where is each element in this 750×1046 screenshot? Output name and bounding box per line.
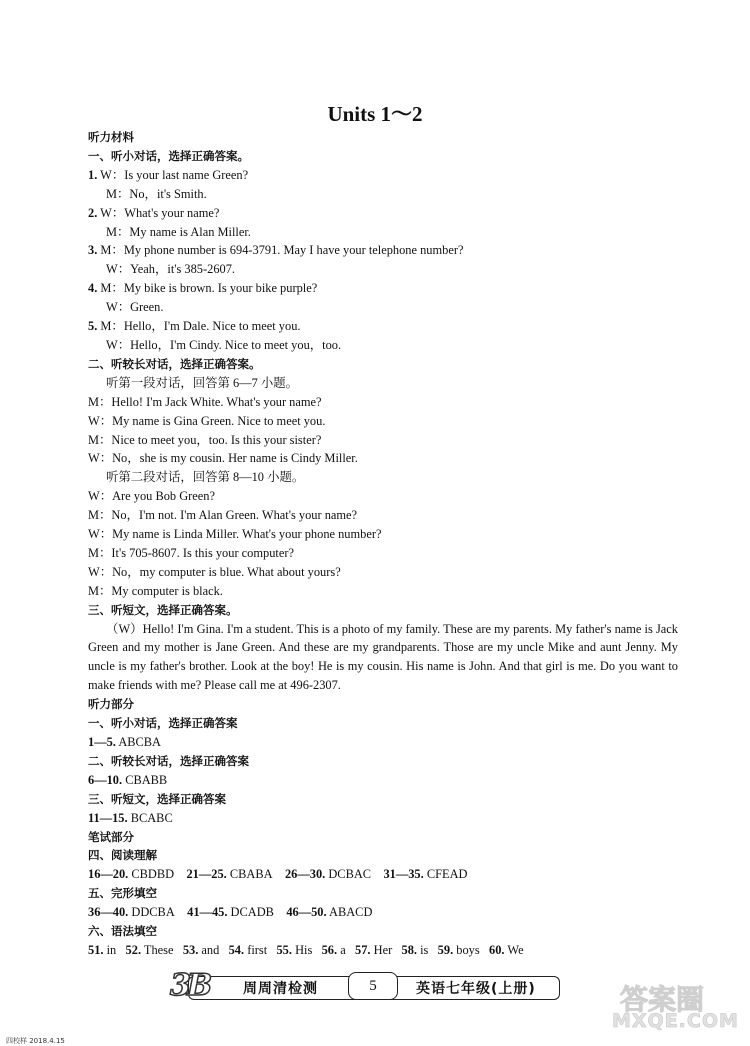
answer-line: 16—20. CBDBD 21—25. CBABA 26—30. DCBAC 31—35. CFEAD	[88, 867, 468, 882]
dialog-line: M：Hello! I'm Jack White. What's your name?	[88, 394, 322, 409]
content-body	[88, 128, 688, 960]
dialog-line: M：Nice to meet you，too. Is this your sister?	[88, 432, 322, 447]
answer-line: 51. in 52. These 53. and 54. first 55. His 56. a 57. Her 58. is 59. boys 60. We	[88, 942, 524, 957]
answer-section-heading: 五、完形填空	[88, 886, 157, 901]
brand-name: 周周清检测	[243, 981, 318, 997]
section1-heading: 一、听小对话，选择正确答案。	[88, 148, 249, 163]
watermark-logo	[612, 978, 742, 1038]
dialog-line: W：No，my computer is blue. What about yours?	[88, 564, 341, 579]
listening-part-heading: 听力部分	[88, 697, 134, 712]
dialog-line: M：No，it's Smith.	[106, 186, 207, 201]
brand-logo: 3B	[170, 968, 209, 1003]
page-title: Units 1～2	[327, 102, 423, 126]
footer-banner	[170, 968, 558, 1006]
dialog-line: W：My name is Gina Green. Nice to meet you.	[88, 413, 326, 428]
dialog-line: 5. M：Hello，I'm Dale. Nice to meet you.	[88, 319, 301, 334]
dialog-line: W：Green.	[106, 300, 164, 315]
subject-label: 英语七年级(上册)	[416, 981, 536, 997]
dialog-line: 3. M：My phone number is 694-3791. May I have your telephone number?	[88, 243, 464, 258]
watermark-url: MXQE.COM	[612, 1010, 739, 1032]
dialog-line: W：Hello，I'm Cindy. Nice to meet you，too.	[106, 337, 342, 352]
watermark-text: 答案圈	[620, 983, 705, 1016]
listening-passage: （W）Hello! I'm Gina. I'm a student. This is a photo of my family. These are my parents. My father's name is Jack Green and my mother is Jane Green. And these are my grandparents. Those are my uncle Mike and aunt Jenny. My uncle is my father's brother. Look at the boy! He is my cousin. His name is John. And that girl is me. Do you want to make friends with me? Please call me at 496-2307.	[88, 621, 678, 693]
print-stamp: 四校样 2018.4.15	[6, 1037, 65, 1045]
dialog-line: W：My name is Linda Miller. What's your phone number?	[88, 527, 382, 542]
dialog2-intro: 听第二段对话，回答第 8—10 小题。	[106, 470, 305, 485]
written-part-heading: 笔试部分	[88, 829, 134, 844]
section3-heading: 三、听短文，选择正确答案。	[88, 602, 238, 617]
page-number: 5	[348, 972, 398, 1000]
dialog-line: 1. W：Is your last name Green?	[88, 167, 249, 182]
dialog-line: W：No，she is my cousin. Her name is Cindy Miller.	[88, 451, 358, 466]
dialog1-intro: 听第一段对话，回答第 6—7 小题。	[106, 375, 299, 390]
answer-line: 11—15. BCABC	[88, 810, 173, 825]
answer-section-heading: 三、听短文，选择正确答案	[88, 791, 226, 806]
listening-material-heading: 听力材料	[88, 130, 134, 144]
answer-line: 1—5. ABCBA	[88, 735, 162, 749]
answer-line: 6—10. CBABB	[88, 772, 168, 787]
section2-heading: 二、听较长对话，选择正确答案。	[88, 356, 261, 371]
answer-section-heading: 六、语法填空	[88, 924, 157, 939]
answer-section-heading: 二、听较长对话，选择正确答案	[88, 753, 249, 768]
dialog-line: M：My name is Alan Miller.	[106, 224, 251, 239]
dialog-line: M：It's 705-8607. Is this your computer?	[88, 545, 294, 560]
dialog-line: 2. W：What's your name?	[88, 205, 220, 220]
answer-section-heading: 四、阅读理解	[88, 848, 157, 863]
dialog-line: W：Are you Bob Green?	[88, 489, 215, 504]
dialog-line: 4. M：My bike is brown. Is your bike purple?	[88, 281, 318, 296]
answer-section-heading: 一、听小对话，选择正确答案	[88, 716, 238, 731]
dialog-line: M：No，I'm not. I'm Alan Green. What's your name?	[88, 508, 358, 523]
dialog-line: M：My computer is black.	[88, 583, 223, 598]
dialog-line: W：Yeah，it's 385-2607.	[106, 262, 236, 277]
answer-line: 36—40. DDCBA 41—45. DCADB 46—50. ABACD	[88, 905, 373, 920]
